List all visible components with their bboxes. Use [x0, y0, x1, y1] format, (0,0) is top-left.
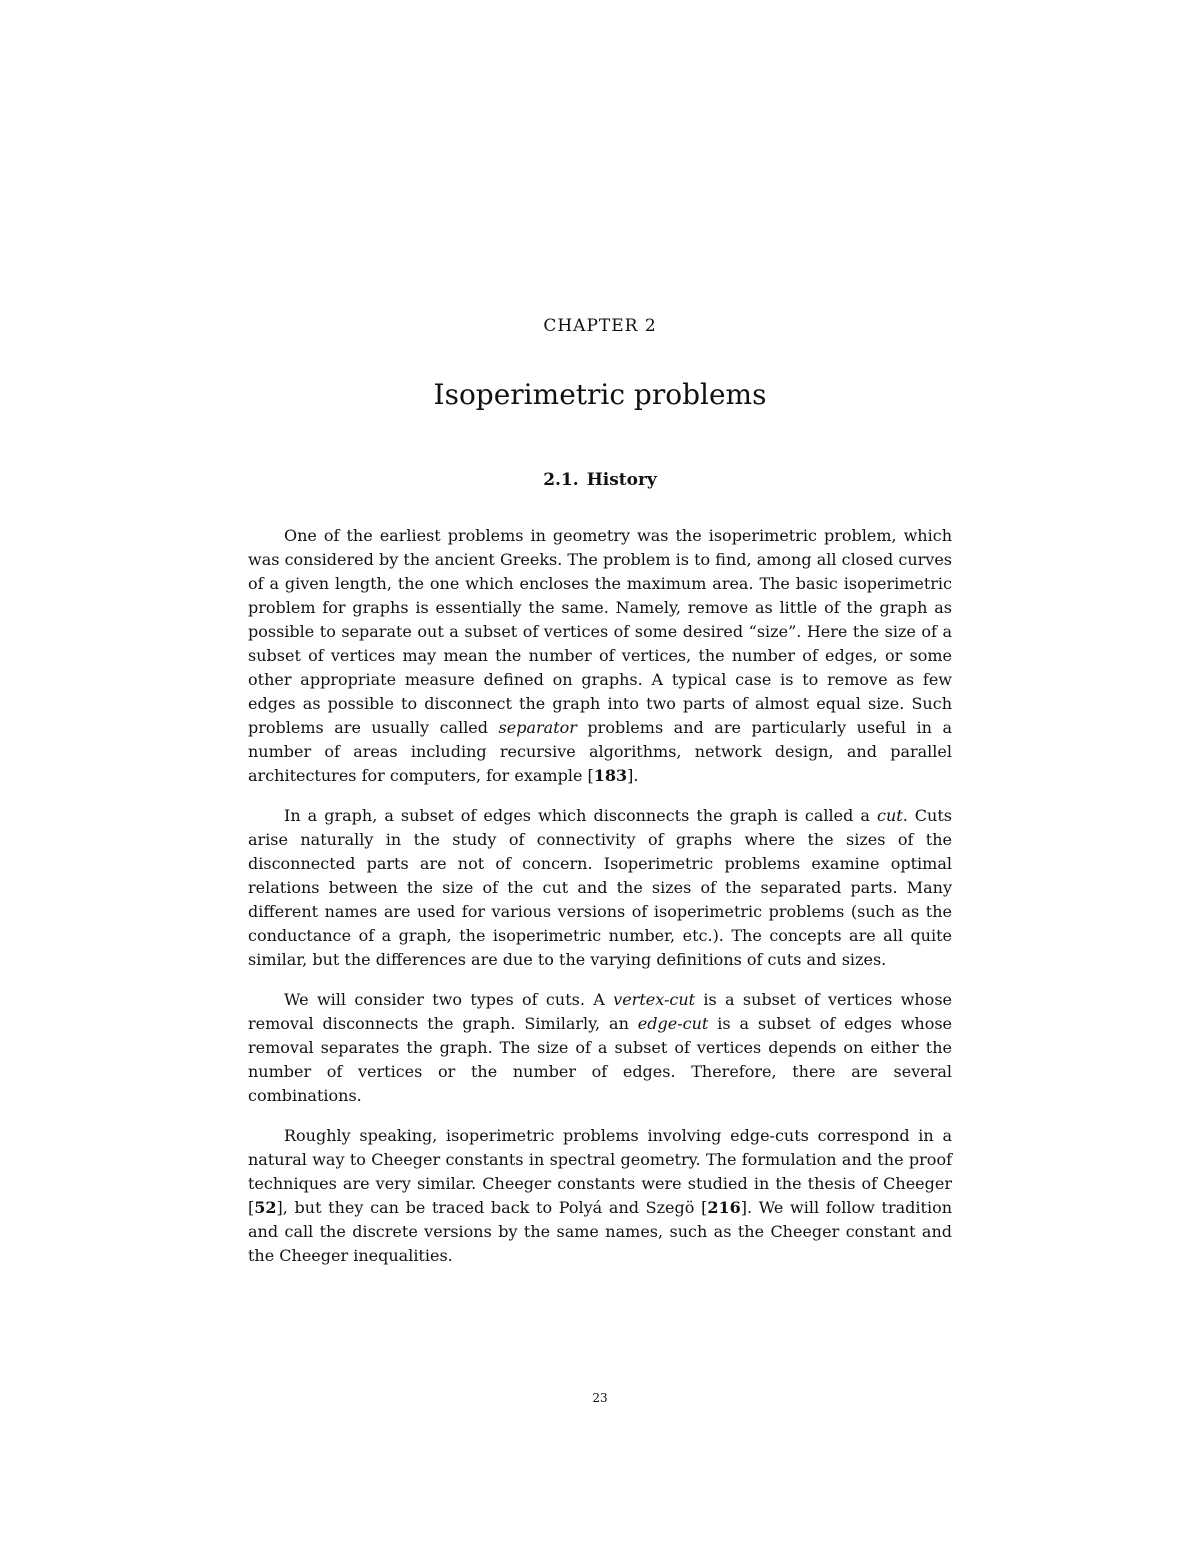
- paragraph-text: is a subset of edges whose removal separates the graph. The size of a subset of vertices depends on either the number of vertices or the number of edges. Therefore, there are several combinations.: [248, 1014, 952, 1105]
- section-title: History: [586, 470, 657, 490]
- paragraph-text: ]. We will follow tradition and call the discrete versions by the same names, such as the Cheeger constant and the Cheeger inequalities.: [248, 1198, 953, 1265]
- paragraph: [248, 524, 952, 788]
- chapter-label: CHAPTER 2: [543, 316, 657, 336]
- paragraph-text: . Cuts arise naturally in the study of connectivity of graphs where the sizes of the disconnected parts are not of concern. Isoperimetric problems examine optimal relations between the size of the cut and the sizes of the separated parts. Many different names are used for various versions of isoperimetric problems (such as the conductance of a graph, the isoperimetric number, etc.). The concepts are all quite similar, but the differences are due to the varying definitions of cuts and sizes.: [248, 806, 952, 969]
- chapter-title: Isoperimetric problems: [433, 378, 767, 411]
- page-number: 23: [592, 1391, 608, 1405]
- emphasized-term: edge-cut: [637, 1014, 709, 1033]
- paragraph-text: In a graph, a subset of edges which disconnects the graph is called a: [284, 806, 877, 825]
- emphasized-term: separator: [498, 718, 577, 737]
- citation-number: 216: [707, 1198, 741, 1217]
- paragraph-text: We will consider two types of cuts. A: [284, 990, 614, 1009]
- paragraph-text: is a subset of vertices whose removal disconnects the graph. Similarly, an: [248, 990, 952, 1033]
- paragraph-text: ], but they can be traced back to Polyá and Szegö [: [276, 1198, 708, 1217]
- paragraph-text: One of the earliest problems in geometry was the isoperimetric problem, which was considered by the ancient Greeks. The problem is to find, among all closed curves of a given length, the one which encloses the maximum area. The basic isoperimetric problem for graphs is essentially the same. Namely, remove as little of the graph as possible to separate out a subset of vertices of some desired “size”. Here the size of a subset of vertices may mean the number of vertices, the number of edges, or some other appropriate measure defined on graphs. A typical case is to remove as few edges as possible to disconnect the graph into two parts of almost equal size. Such problems are usually called: [248, 526, 952, 737]
- paragraph: [248, 804, 952, 972]
- citation-number: 52: [254, 1198, 277, 1217]
- section-heading: [0, 470, 1200, 490]
- body-text: [248, 524, 952, 1284]
- paragraph-text: problems and are particularly useful in a number of areas including recursive algorithms, network design, and parallel architectures for computers, for example [: [248, 718, 952, 785]
- citation-number: 183: [593, 766, 628, 785]
- emphasized-term: cut: [876, 806, 903, 825]
- paragraph-text: ].: [627, 766, 639, 785]
- paragraph: [248, 1124, 952, 1268]
- section-number: 2.1.: [543, 470, 579, 490]
- paragraph: [248, 988, 952, 1108]
- emphasized-term: vertex-cut: [613, 990, 696, 1009]
- paragraph-text: Roughly speaking, isoperimetric problems involving edge-cuts correspond in a natural way to Cheeger constants in spectral geometry. The formulation and the proof techniques are very similar. Cheeger constants were studied in the thesis of Cheeger [: [248, 1126, 952, 1217]
